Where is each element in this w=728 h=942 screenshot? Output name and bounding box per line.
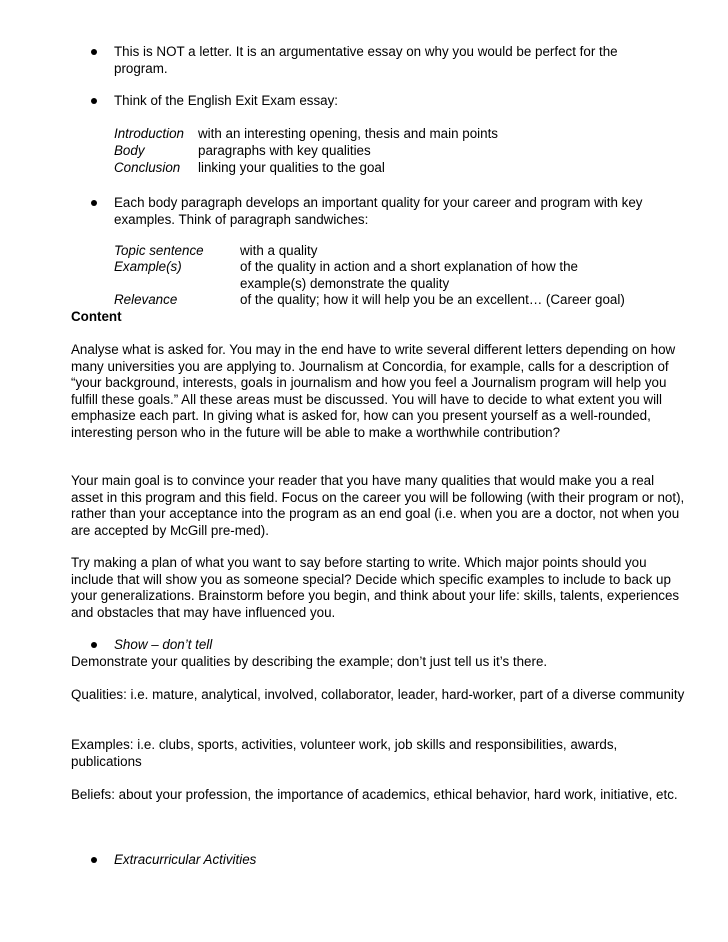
beliefs-text: Beliefs: about your profession, the importance of academics, ethical behavior, hard work, initiative, etc. bbox=[71, 787, 678, 802]
bullet-not-a-letter: This is NOT a letter. It is an argumentative essay on why you would be perfect for the program. bbox=[114, 44, 618, 76]
sandwich-part-desc: of the quality in action and a short explanation of how the example(s) demonstrate the quality bbox=[240, 259, 578, 291]
paragraph-analyse: Analyse what is asked for. You may in the end have to write several different letters depending on how many universities you are applying to. Journalism at Concordia, for example, calls for a description of “your background, interests, goals in journalism and how you feel a Journalism program will help you fulfill these goals.” All these areas must be discussed. You will have to decide to what extent you will emphasize each part. In giving what is asked for, how can you present yourself as a well-rounded, interesting person who in the future will be able to make a worthwhile contribution? bbox=[71, 342, 676, 440]
bullet-extracurricular: Extracurricular Activities bbox=[114, 852, 257, 867]
sandwich-part-desc: with a quality bbox=[240, 243, 318, 258]
sandwich-part-term: Example(s) bbox=[114, 259, 182, 274]
essay-part-desc: with an interesting opening, thesis and main points bbox=[198, 126, 498, 141]
essay-part-term: Conclusion bbox=[114, 160, 181, 175]
bullet-body-paragraph: Each body paragraph develops an important quality for your career and program with key examples. Think of paragraph sandwiches: bbox=[114, 195, 643, 227]
content-heading: Content bbox=[71, 309, 122, 324]
bullet-marker bbox=[91, 98, 97, 104]
paragraph-main-goal: Your main goal is to convince your reader that you have many qualities that would make you a real asset in this program and this field. Focus on the career you will be following (with their program or not), rather than your acceptance into the program as an end goal (i.e. when you are a doctor, not when you are accepted by McGill pre-med). bbox=[71, 473, 685, 538]
sandwich-part-term: Relevance bbox=[114, 292, 178, 307]
essay-part-desc: linking your qualities to the goal bbox=[198, 160, 385, 175]
bullet-show-dont-tell: Show – don’t tell bbox=[114, 637, 213, 652]
bullet-marker bbox=[91, 49, 97, 55]
bullet-marker bbox=[91, 200, 97, 206]
sandwich-part-term: Topic sentence bbox=[114, 243, 204, 258]
bullet-marker bbox=[91, 642, 97, 648]
bullet-marker bbox=[91, 857, 97, 863]
qualities-text: Qualities: i.e. mature, analytical, involved, collaborator, leader, hard-worker, part of a diverse community bbox=[71, 687, 685, 702]
essay-part-term: Introduction bbox=[114, 126, 184, 141]
paragraph-plan: Try making a plan of what you want to say before starting to write. Which major points should you include that will show you as someone special? Decide which specific examples to include to back up your generalizations. Brainstorm before you begin, and think about your life: skills, talents, experiences and obstacles that may have influenced you. bbox=[71, 555, 680, 620]
show-dont-tell-text: Demonstrate your qualities by describing the example; don’t just tell us it’s there. bbox=[71, 654, 548, 669]
sandwich-part-desc: of the quality; how it will help you be an excellent… (Career goal) bbox=[240, 292, 625, 307]
essay-part-desc: paragraphs with key qualities bbox=[198, 143, 371, 158]
bullet-exit-exam: Think of the English Exit Exam essay: bbox=[114, 93, 339, 108]
examples-text: Examples: i.e. clubs, sports, activities, volunteer work, job skills and responsibilities, awards, publications bbox=[71, 737, 618, 769]
essay-part-term: Body bbox=[114, 143, 145, 158]
